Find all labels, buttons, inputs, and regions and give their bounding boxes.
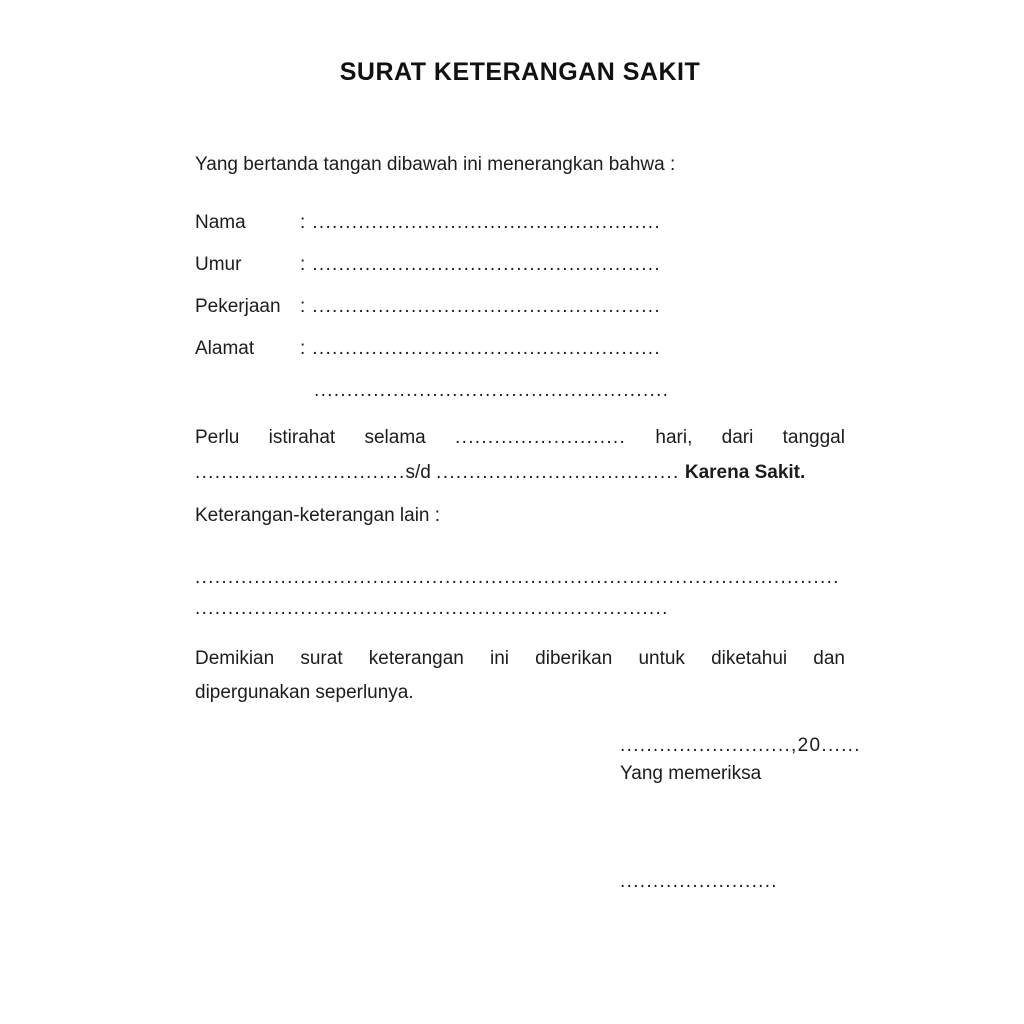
other-notes-heading: Keterangan-keterangan lain :: [195, 505, 441, 526]
field-row-alamat: [195, 336, 845, 378]
word: untuk: [638, 648, 685, 669]
other-notes-dotted-line-2: ........................................................................: [195, 598, 669, 619]
field-colon: :: [300, 212, 306, 233]
field-dotted-line-alamat: .....................................................: [312, 338, 661, 359]
document-title: SURAT KETERANGAN SAKIT: [339, 58, 701, 86]
field-dotted-line-pekerjaan: .....................................................: [312, 296, 661, 317]
field-row-nama: [195, 210, 845, 252]
intro-line: Yang bertanda tangan dibawah ini menerangkan bahwa :: [195, 154, 676, 175]
karena-sakit-label: Karena Sakit.: [684, 462, 806, 483]
identity-fields: [195, 210, 845, 420]
field-dotted-line-alamat-2: ......................................................: [314, 380, 670, 401]
field-label-umur: Umur: [195, 254, 242, 275]
examiner-label: Yang memeriksa: [620, 763, 762, 784]
field-row-alamat-continuation: [195, 378, 845, 420]
word: dan: [813, 648, 845, 669]
field-dotted-line-nama: .....................................................: [312, 212, 661, 233]
word: diberikan: [535, 648, 613, 669]
word: ini: [490, 648, 510, 669]
word: keterangan: [368, 648, 464, 669]
word: diketahui: [711, 648, 788, 669]
field-label-alamat: Alamat: [195, 338, 255, 359]
place-date-dotted-line: ..........................,20......: [620, 735, 861, 756]
rest-period-paragraph: [195, 420, 845, 490]
other-notes-lines: [195, 562, 845, 624]
rest-period-line1: [195, 420, 845, 455]
closing-line1: [195, 642, 845, 676]
date-from-dotted-line: ................................: [195, 462, 406, 483]
field-colon: :: [300, 338, 306, 359]
field-colon: :: [300, 254, 306, 275]
word: surat: [300, 648, 343, 669]
word: Demikian: [195, 648, 275, 669]
date-to-dotted-line: .....................................: [436, 462, 680, 483]
field-label-pekerjaan: Pekerjaan: [195, 296, 281, 317]
field-label-nama: Nama: [195, 212, 246, 233]
field-colon: :: [300, 296, 306, 317]
sick-leave-certificate: [195, 58, 861, 896]
word: dari: [721, 427, 754, 448]
word: tanggal: [782, 427, 845, 448]
closing-paragraph: [195, 642, 845, 710]
word: Perlu: [195, 427, 240, 448]
field-dotted-line-umur: .....................................................: [312, 254, 661, 275]
examiner-signature-dotted-line: ........................: [620, 871, 778, 892]
rest-period-line2: [195, 455, 845, 490]
other-notes-dotted-line-1: ..................................................................................................: [195, 567, 840, 588]
rest-days-dotted-line: ..........................: [455, 427, 627, 448]
word: istirahat: [268, 427, 336, 448]
sd-label: s/d: [405, 462, 431, 483]
field-row-umur: [195, 252, 845, 294]
word: selama: [364, 427, 426, 448]
word: hari,: [655, 427, 693, 448]
signature-block: [620, 732, 861, 788]
closing-line2: dipergunakan seperlunya.: [195, 682, 414, 703]
field-row-pekerjaan: [195, 294, 845, 336]
